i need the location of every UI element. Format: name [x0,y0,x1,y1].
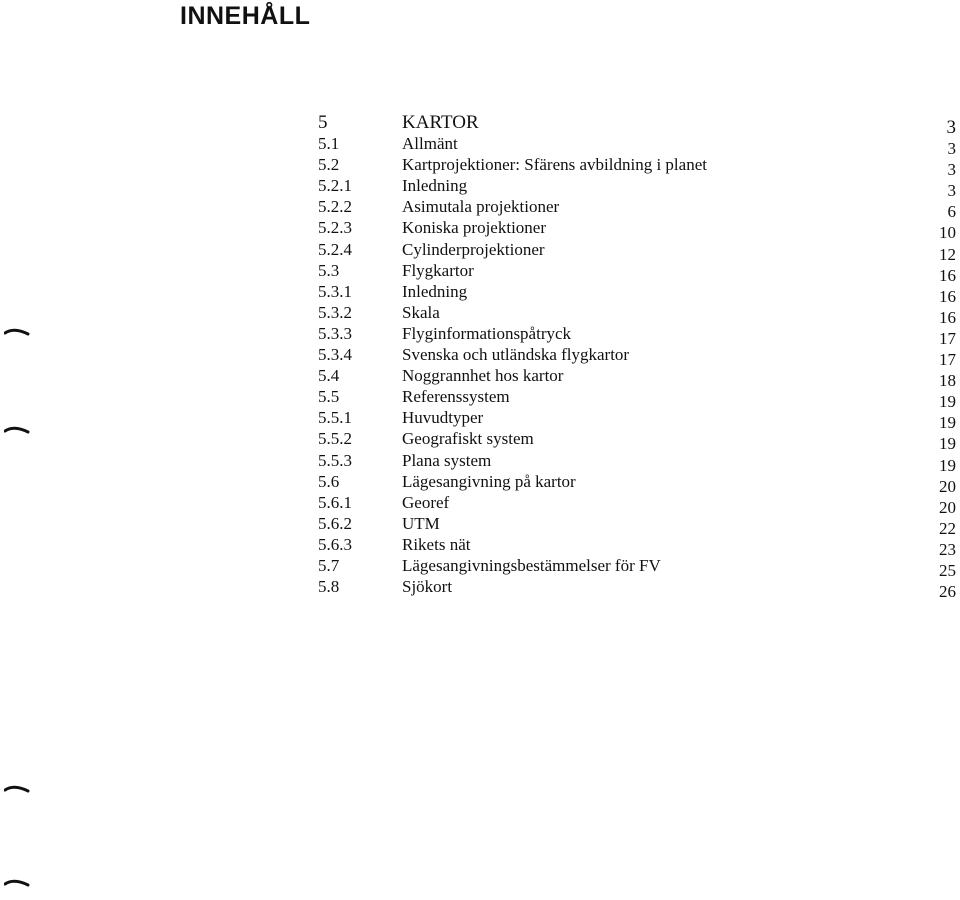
toc-section-title: Georef [402,492,450,512]
toc-page-number: 3 [946,117,956,138]
toc-section-title: Svenska och utländska flygkartor [402,345,630,365]
toc-section-title: Flyginformationspåtryck [402,323,572,343]
toc-section-number: 5.3.4 [318,345,352,365]
toc-entry [318,386,960,412]
toc-section-number: 5.6.3 [318,534,352,554]
toc-section-number: 5.5.2 [318,429,352,449]
toc-section-title: Kartprojektioner: Sfärens avbildning i planet [402,155,707,175]
toc-section-title: Asimutala projektioner [402,197,560,217]
toc-page-number: 19 [939,455,956,475]
toc-section-number: 5.1 [318,134,340,154]
page-title: INNEHÅLL [180,2,311,30]
toc-section-number: 5.6.2 [318,513,352,533]
toc-page-number: 3 [947,160,956,180]
toc-entry [318,175,960,201]
toc-section-title: Koniska projektioner [402,218,546,238]
toc-entry [318,513,960,538]
toc-section-number: 5.3.2 [318,302,352,322]
toc-entry [318,302,960,327]
toc-entry [318,239,960,264]
toc-section-number: 5.2.1 [318,176,352,196]
toc-section-title: Noggrannhet hos kartor [402,366,564,386]
toc-page-number: 19 [939,434,956,454]
toc-section-title: Cylinderprojektioner [402,239,545,259]
toc-page-number: 23 [939,539,956,559]
toc-section-number: 5.6 [318,471,340,491]
toc-section-number: 5.6.1 [318,492,352,512]
toc-page-number: 22 [939,518,956,538]
toc-entry [318,196,960,222]
toc-section-title: Huvudtyper [402,408,484,428]
toc-page-number: 16 [939,286,956,306]
toc-section-number: 5.5.1 [318,408,352,428]
toc-entry [318,492,960,517]
toc-entry [318,471,960,496]
toc-entry [318,281,960,306]
toc-section-title: Allmänt [402,134,458,154]
toc-page-number: 6 [947,202,956,222]
toc-page-number: 26 [939,582,956,602]
toc-page-number: 17 [939,328,956,348]
toc-entry [318,323,960,348]
toc-page-number: 18 [939,371,956,391]
toc-section-title: Skala [402,302,440,322]
toc-page-number: 16 [939,265,956,285]
toc-section-number: 5.4 [318,366,340,386]
toc-entry [318,450,960,475]
toc-section-title: Geografiskt system [402,429,534,449]
toc-entry [318,154,960,180]
toc-section-title: Lägesangivningsbestämmelser för FV [402,555,661,575]
toc-section-number: 5.2.3 [318,218,352,238]
toc-entry [318,555,960,580]
toc-entry [318,534,960,559]
toc-page-number: 25 [939,560,956,580]
toc-page-number: 20 [939,497,956,517]
table-of-contents [318,112,960,602]
toc-page-number: 19 [939,392,956,412]
toc-section-number: 5.2.2 [318,197,352,217]
toc-section-number: 5.5.3 [318,450,352,470]
toc-page-number: 19 [939,413,956,433]
toc-section-title: Sjökort [402,577,453,597]
toc-page-number: 20 [939,476,956,496]
toc-section-number: 5 [318,112,328,133]
toc-page-number: 3 [947,139,956,159]
toc-entry [318,428,960,454]
toc-entry [318,133,960,159]
toc-page-number: 16 [939,307,956,327]
toc-section-title: Inledning [402,281,468,301]
binder-hole-mark [4,424,30,434]
toc-section-title: UTM [402,513,440,533]
toc-entry [318,576,960,602]
toc-entry [318,365,960,391]
toc-entry [318,217,960,243]
toc-section-title: KARTOR [402,112,479,133]
toc-section-number: 5.3 [318,260,340,280]
binder-hole-mark [4,877,30,887]
toc-section-title: Flygkartor [402,260,474,280]
toc-section-title: Inledning [402,176,468,196]
toc-section-title: Plana system [402,450,492,470]
toc-section-number: 5.3.3 [318,323,352,343]
toc-entry [318,407,960,433]
toc-page-number: 3 [947,181,956,201]
toc-section-title: Rikets nät [402,534,471,554]
toc-page-number: 12 [939,244,956,264]
toc-section-title: Lägesangivning på kartor [402,471,576,491]
toc-section-number: 5.8 [318,577,340,597]
toc-entry [318,260,960,285]
toc-section-number: 5.7 [318,555,340,575]
toc-section-number: 5.3.1 [318,281,352,301]
toc-section-number: 5.2.4 [318,239,352,259]
toc-entry [318,112,960,138]
binder-hole-mark [4,326,30,336]
toc-page-number: 17 [939,350,956,370]
binder-hole-mark [4,783,30,793]
toc-section-number: 5.2 [318,155,340,175]
toc-entry [318,344,960,370]
toc-page-number: 10 [939,223,956,243]
toc-section-title: Referenssystem [402,387,510,407]
toc-section-number: 5.5 [318,387,340,407]
